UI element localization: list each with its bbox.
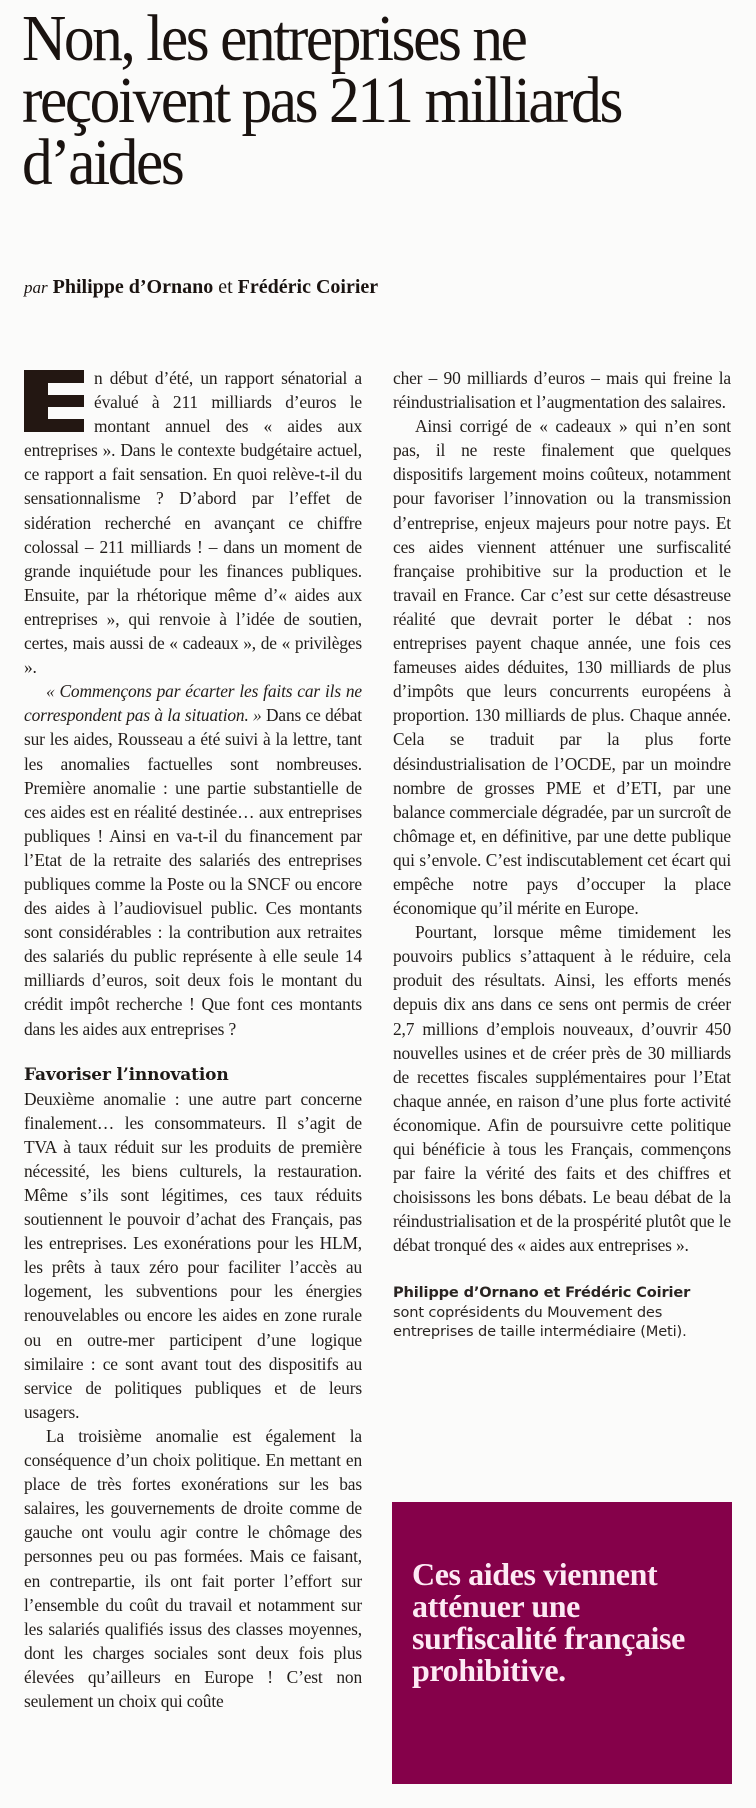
signature-bio: sont coprésidents du Mouvement des entreprises de taille intermédiaire (Meti).	[393, 1303, 687, 1341]
paragraph-6: Pourtant, lorsque même timidement les pouvoirs publics s’attaquent à le réduire, cela produit des résultats. Ainsi, les efforts menés depuis dix ans dans ce sens ont permis de créer 2,7 millions d’emplois nouveaux, d’ouvrir 450 nouvelles usines et de créer près de 30 milliards de recettes fiscales supplémentaires pour l’Etat chaque année, en raison d’une plus forte activité économique. Afin de poursuivre cette politique qui bénéficie à tous les Français, commençons par faire la vérité des faits et des chiffres et choisissons les bons débats. Le beau débat de la réindustrialisation et de la prospérité plutôt que le débat tronqué des « aides aux entreprises ».	[393, 922, 731, 1256]
pull-quote-box	[392, 1502, 732, 1784]
byline-author-2: Frédéric Coirier	[237, 276, 379, 298]
inline-quote: « Commençons par écarter les faits car ils ne correspondent pas à la situation. »	[24, 681, 362, 726]
dropcap	[24, 370, 84, 432]
subheading: Favoriser l’innovation	[24, 1064, 229, 1085]
paragraph-5: Ainsi corrigé de « cadeaux » qui n’en sont pas, il ne reste finalement que quelques dispositifs largement moins coûteux, notamment pour favoriser l’innovation ou la transmission d’entreprise, enjeux majeurs pour notre pays. Et ces aides viennent atténuer une surfiscalité française prohibitive sur la production et le travail en France. Car c’est sur cette désastreuse réalité que devrait porter le débat : nos entreprises payent chaque année, une fois ces fameuses aides déduites, 130 milliards de plus d’impôts que leurs concurrents européens à proportion. 130 milliards de plus. Chaque année. Cela se traduit par la plus forte désindustrialisation de l’OCDE, par un moindre nombre de grosses PME et d’ETI, par une balance commerciale dégradée, par un surcroît de chômage et, en définitive, par une dette publique qui s’envole. C’est indiscutablement cet écart qui empêche notre pays d’occuper la place économique qu’il mérite en Europe.	[393, 416, 732, 919]
article-column-left	[24, 366, 362, 1713]
paragraph-1: n début d’été, un rapport sénatorial a évalué à 211 milliards d’euros le montant annuel des « aides aux entreprises ». Dans le contexte budgétaire actuel, ce rapport a fait sensation. En quoi relève-t-il du sensationnalisme ? D’abord par l’effet de sidération recherché en avançant ce chiffre colossal – 211 milliards ! – dans un moment de grande inquiétude pour les finances publiques. Ensuite, par la rhétorique même d’« aides aux entreprises », qui renvoie à l’idée de soutien, certes, mais aussi de « cadeaux », de « privilèges ».	[24, 368, 362, 678]
byline-prefix: par	[24, 278, 48, 297]
headline: Non, les entreprises ne reçoivent pas 211 milliards d’aides	[22, 2, 621, 199]
pull-quote-text: Ces aides viennent atténuer une surfiscalité française prohibitive.	[412, 1556, 685, 1688]
signature-names: Philippe d’Ornano et Frédéric Coirier	[393, 1284, 691, 1302]
author-signature	[393, 1283, 731, 1342]
paragraph-2: « Commençons par écarter les faits car ils ne correspondent pas à la situation. » Dans ce débat sur les aides, Rousseau a été suivi à la lettre, tant les anomalies factuelles sont nombreuses. Première anomalie : une partie substantielle de ces aides est en réalité destinée… aux entreprises publiques ! Ainsi en va-t-il du financement par l’Etat de la retraite des salariés des entreprises publiques comme la Poste ou la SNCF ou encore des aides à l’audiovisuel public. Ces montants sont considérables : la contribution aux retraites des salariés du public représente à elle seule 14 milliards d’euros, soit deux fois le montant du crédit impôt recherche ! Que font ces montants dans les aides aux entreprises ?	[24, 681, 362, 1039]
byline	[24, 276, 378, 299]
byline-author-1: Philippe d’Ornano	[52, 276, 214, 298]
paragraph-4-continued: cher – 90 milliards d’euros – mais qui freine la réindustrialisation et l’augmentation des salaires.	[393, 368, 731, 413]
byline-conjunction: et	[218, 276, 233, 298]
paragraph-4: La troisième anomalie est également la conséquence d’un choix politique. En mettant en place de très fortes exonérations sur les bas salaires, les gouvernements de droite comme de gauche ont voulu agir contre le chômage des personnes peu ou pas formées. Mais ce faisant, en contrepartie, ils ont fait porter l’effort sur l’ensemble du coût du travail et notamment sur les salariés qualifiés issus des classes moyennes, dont les charges sociales sont deux fois plus élevées qu’ailleurs en Europe ! C’est non seulement un choix qui coûte	[24, 1425, 362, 1711]
paragraph-3: Deuxième anomalie : une autre part concerne finalement… les consommateurs. Il s’agit de TVA à taux réduit sur les produits de première nécessité, les biens culturels, la restauration. Même s’ils sont légitimes, ces taux réduits soutiennent le pouvoir d’achat des Français, pas les entreprises. Les exonérations pour les HLM, les prêts à taux zéro pour faciliter l’accès au logement, les subventions pour les énergies renouvelables ou encore les aides en zone rurale ou en outre-mer participent d’une logique similaire : ce sont avant tout des dispositifs au service de politiques publiques et de leurs usagers.	[24, 1088, 362, 1422]
article-column-right	[393, 366, 731, 1342]
